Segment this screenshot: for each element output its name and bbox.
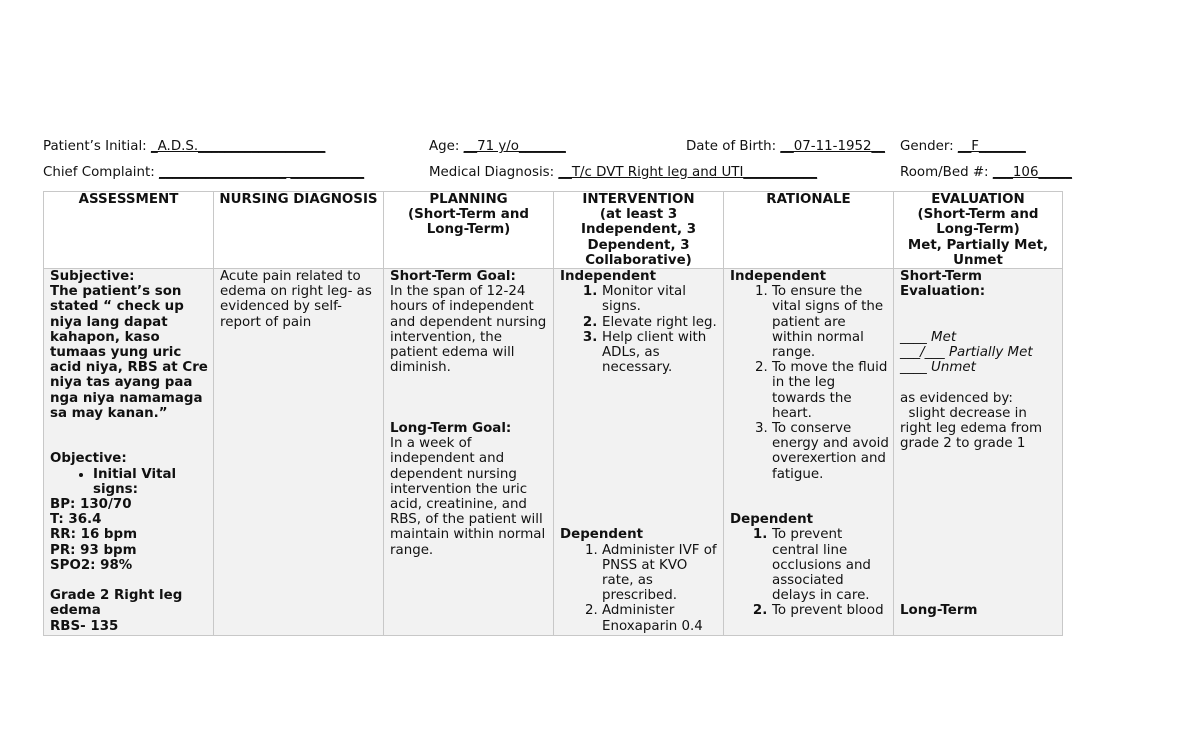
planning-cell[interactable] [384, 269, 554, 636]
dob-label: Date of Birth: [686, 139, 781, 154]
list-item: 1. Administer IVF of PNSS at KVO rate, as prescribed. [602, 543, 719, 604]
gender-label: Gender: [900, 139, 958, 154]
spo2-value: SPO2: 98% [50, 557, 133, 573]
short-term-evaluation-label: Short-Term Evaluation: [900, 269, 986, 300]
vitals-label: • Initial Vital signs: [93, 467, 209, 497]
list-item: 1. To ensure the vital signs of the patient are within normal range. [772, 284, 889, 360]
rbs-value: RBS- 135 [50, 618, 119, 634]
intervention-cell[interactable] [554, 269, 724, 636]
subjective-text: The patient’s son stated “ check up niya lang dapat kahapon, kaso tumaas yung uric acid niya, RBS at Cre niya tas ayang paa nga niya namamaga sa may kanan.” [50, 284, 208, 421]
medical-diagnosis-field [429, 165, 817, 181]
patient-initial-label: Patient’s Initial: [43, 139, 151, 154]
intervention-dependent-list [560, 543, 719, 634]
list-item: 3. To conserve energy and avoid overexertion and fatigue. [772, 421, 889, 482]
room-bed-field [900, 165, 1072, 181]
evidenced-text: slight decrease in right leg edema from grade 2 to grade 1 [900, 405, 1047, 452]
list-item: 3. Help client with ADLs, as necessary. [602, 330, 719, 376]
short-term-goal-label: Short-Term Goal: [390, 269, 516, 285]
list-item: 2. To prevent blood [772, 603, 889, 618]
temp-value: T: 36.4 [50, 512, 102, 528]
long-term-goal-text: In a week of independent and dependent nursing intervention the uric acid, creatinine, and RBS, of the patient will maintain within normal range. [390, 436, 546, 558]
subjective-label: Subjective: [50, 269, 135, 285]
rationale-independent-list [730, 284, 889, 482]
age-field [429, 139, 566, 155]
bp-value: BP: 130/70 [50, 497, 132, 513]
evidenced-label: as evidenced by: [900, 390, 1013, 406]
age-value[interactable]: __71 y/o_______ [463, 139, 566, 154]
rationale-cell[interactable] [724, 269, 894, 636]
care-plan-table [43, 191, 1063, 636]
room-bed-value[interactable]: ___106_____ [992, 165, 1072, 180]
chief-complaint-value[interactable]: ___________________ ___________ [159, 165, 365, 180]
unmet-option: ____ Unmet [900, 360, 976, 376]
list-item: 2. To move the fluid in the leg towards the heart. [772, 360, 889, 421]
intervention-dependent-label: Dependent [560, 527, 643, 543]
list-item: 2. Elevate right leg. [602, 315, 719, 330]
pr-value: PR: 93 bpm [50, 542, 137, 558]
short-term-goal-text: In the span of 12-24 hours of independent and dependent nursing intervention, the patient edema will diminish. [390, 284, 547, 376]
rr-value: RR: 16 bpm [50, 527, 138, 543]
long-term-evaluation-label: Long-Term [900, 603, 978, 619]
evaluation-cell[interactable] [894, 269, 1063, 636]
room-bed-label: Room/Bed #: [900, 165, 993, 180]
dob-value[interactable]: __07-11-1952__ [780, 139, 885, 154]
age-label: Age: [429, 139, 464, 154]
list-item: 2. Administer Enoxaparin 0.4 [602, 603, 719, 633]
dob-field [686, 139, 885, 155]
met-option: ____ Met [900, 329, 957, 345]
edema-value: Grade 2 Right leg edema [50, 588, 183, 619]
long-term-goal-label: Long-Term Goal: [390, 421, 512, 436]
gender-field [900, 139, 1026, 155]
chief-complaint-label: Chief Complaint: [43, 165, 160, 180]
vitals-list [50, 467, 209, 497]
rationale-header: RATIONALE [724, 192, 894, 269]
nursing-diagnosis-cell[interactable] [214, 269, 384, 636]
planning-header: PLANNING (Short-Term and Long-Term) [384, 192, 554, 269]
rationale-dependent-label: Dependent [730, 512, 813, 528]
table-body-row [44, 269, 1063, 636]
medical-diagnosis-value[interactable]: __T/c DVT Right leg and UTI___________ [558, 165, 818, 180]
objective-label: Objective: [50, 451, 127, 467]
patient-initial-value[interactable]: _A.D.S.___________________ [150, 139, 326, 154]
intervention-header: INTERVENTION (at least 3 Independent, 3 Dependent, 3 Collaborative) [554, 192, 724, 269]
rationale-independent-label: Independent [730, 269, 826, 285]
intervention-independent-label: Independent [560, 269, 656, 285]
evaluation-header: EVALUATION (Short-Term and Long-Term) Met, Partially Met, Unmet [894, 192, 1063, 269]
medical-diagnosis-label: Medical Diagnosis: [429, 165, 559, 180]
list-item: 1. Monitor vital signs. [602, 284, 719, 314]
gender-value[interactable]: __F_______ [957, 139, 1026, 154]
intervention-independent-list [560, 284, 719, 375]
partially-met-option: ___/___ Partially Met [900, 345, 1033, 360]
table-header-row [44, 192, 1063, 269]
assessment-cell[interactable] [44, 269, 214, 636]
nursing-diagnosis-header: NURSING DIAGNOSIS [214, 192, 384, 269]
rationale-dependent-list [730, 527, 889, 618]
patient-initial-field [43, 139, 325, 155]
assessment-header: ASSESSMENT [44, 192, 214, 269]
nursing-diagnosis-text: Acute pain related to edema on right leg- as evidenced by self-report of pain [220, 269, 372, 330]
chief-complaint-field [43, 165, 364, 181]
list-item: 1. To prevent central line occlusions and associated delays in care. [772, 527, 889, 603]
